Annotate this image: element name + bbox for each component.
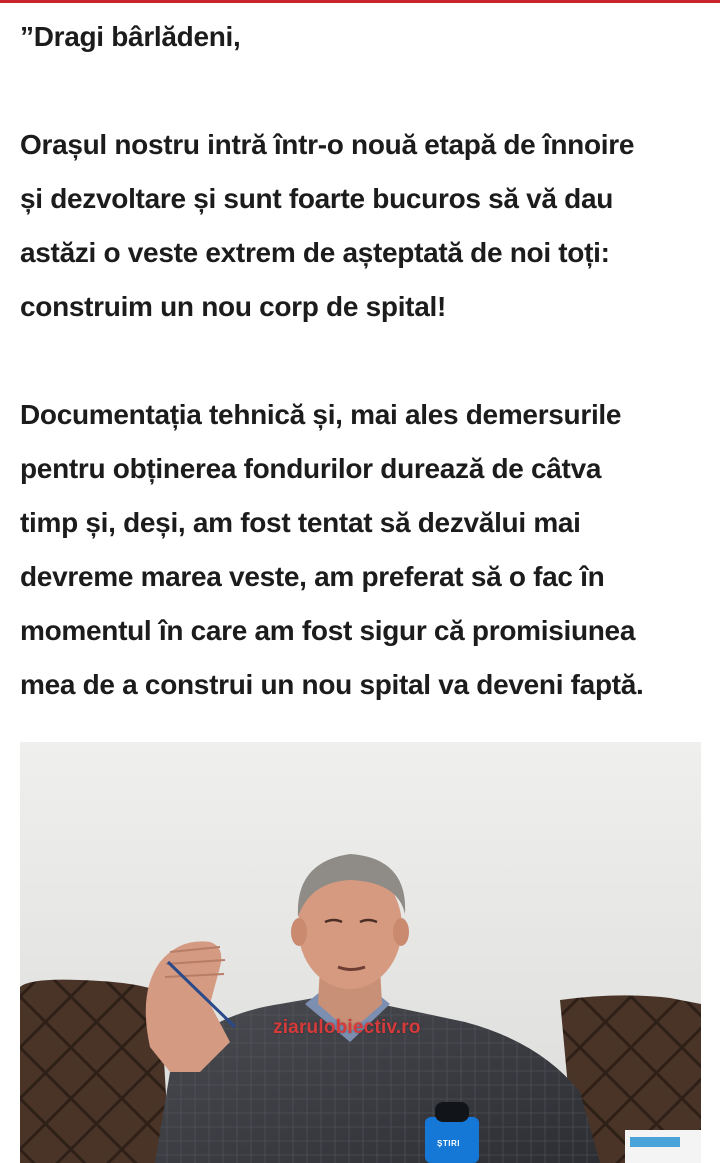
top-accent-rule (0, 0, 720, 3)
article-photo[interactable] (20, 742, 701, 1163)
photo-watermark: ziarulobiectiv.ro (273, 1017, 421, 1038)
greeting-line (20, 10, 710, 64)
paragraph-1-line: Orașul nostru intră într-o nouă etapă de înnoire (20, 129, 635, 160)
paragraph-2-line: devreme marea veste, am preferat să o fac în (20, 561, 605, 592)
article-body (20, 10, 710, 712)
paragraph-1-line: construim un nou corp de spital! (20, 291, 446, 322)
paragraph-1-line: și dezvoltare și sunt foarte bucuros să vă dau (20, 183, 614, 214)
paragraph-2-line: pentru obținerea fondurilor durează de câtva (20, 453, 602, 484)
paragraph-2-line: Documentația tehnică și, mai ales demersurile (20, 399, 622, 430)
greeting-text: ”Dragi bârlădeni, (20, 21, 241, 52)
microphone-label: ȘTIRI (437, 1139, 460, 1148)
paragraph-2 (20, 388, 710, 712)
photo-illustration (20, 742, 701, 1163)
paragraph-2-line: timp și, deși, am fost tentat să dezvălui mai (20, 507, 581, 538)
paragraph-2-line: mea de a construi un nou spital va deveni faptă. (20, 669, 644, 700)
paragraph-2-line: momentul în care am fost sigur că promisiunea (20, 615, 636, 646)
paragraph-1 (20, 118, 710, 334)
paragraph-1-line: astăzi o veste extrem de așteptată de noi toți: (20, 237, 610, 268)
